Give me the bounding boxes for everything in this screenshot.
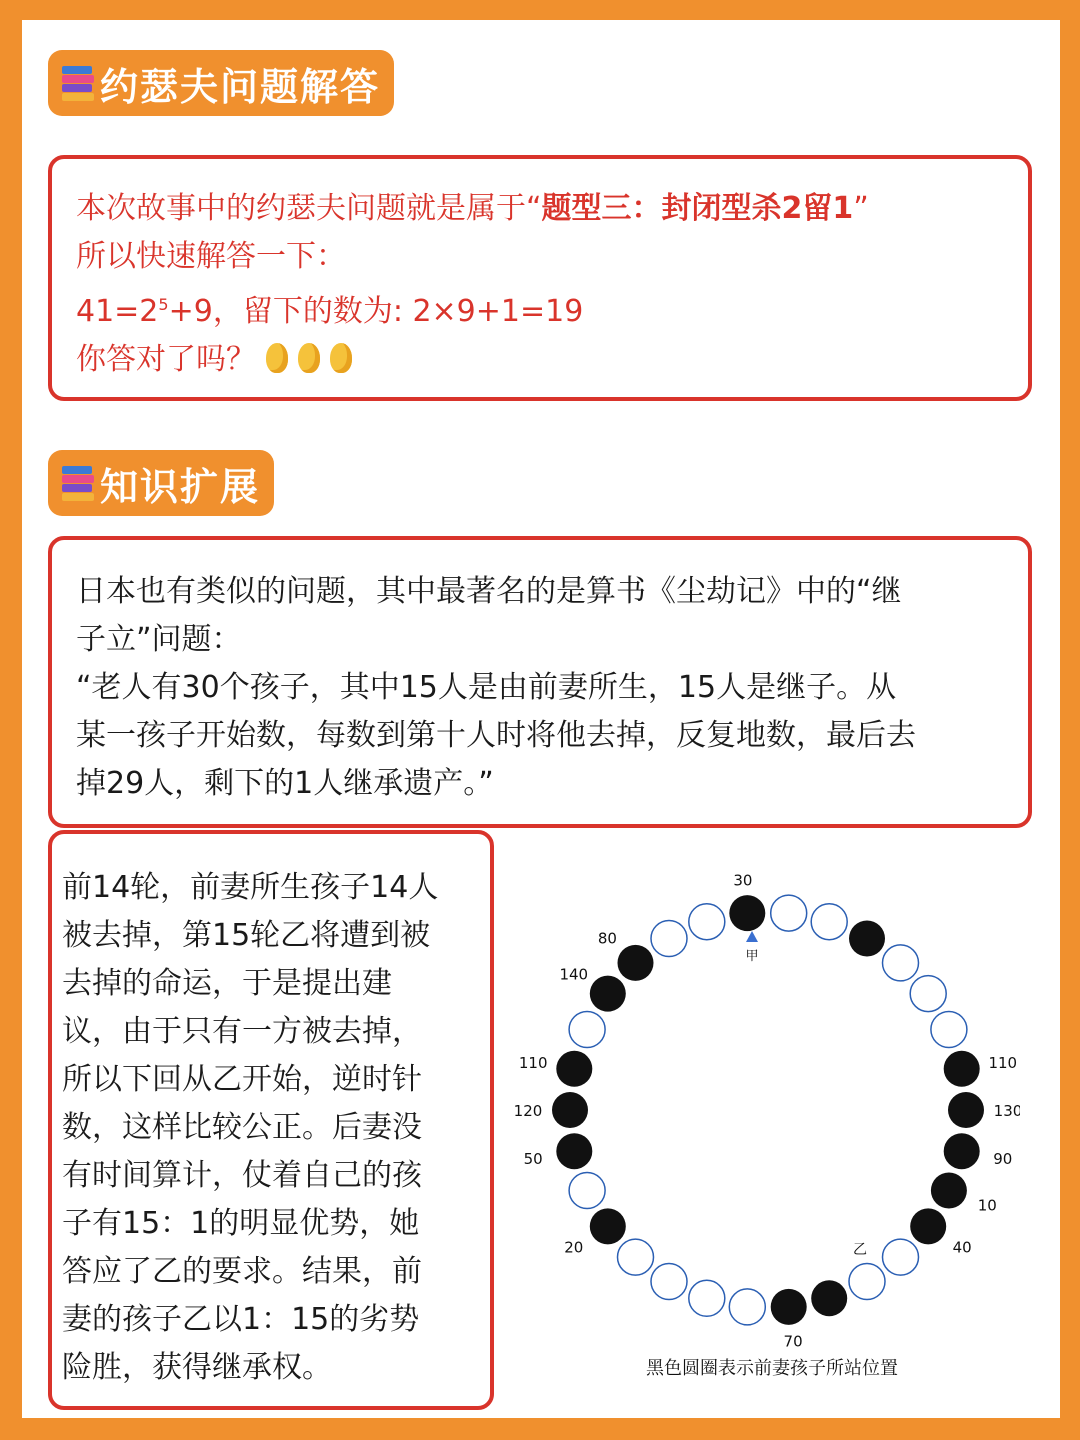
story-line: 答应了乙的要求。结果，前 bbox=[62, 1254, 422, 1289]
child-circle-white bbox=[618, 1239, 654, 1275]
child-circle-black bbox=[556, 1051, 592, 1087]
answer-type-highlight: 题型三：封闭型杀2留1 bbox=[541, 191, 854, 226]
child-circle-white bbox=[651, 1264, 687, 1300]
ear-icon bbox=[266, 343, 288, 373]
answer-formula-a: 41=2 bbox=[76, 294, 159, 329]
section-tag-answer bbox=[48, 50, 394, 116]
knowledge-text bbox=[76, 568, 916, 808]
answer-box bbox=[48, 155, 1032, 401]
story-line: 所以下回从乙开始，逆时针 bbox=[62, 1062, 422, 1097]
child-circle-white bbox=[569, 1173, 605, 1209]
story-line: 妻的孩子乙以1：15的劣势 bbox=[62, 1302, 420, 1337]
child-circle-black bbox=[910, 1208, 946, 1244]
story-text bbox=[62, 864, 438, 1392]
answer-line-1-pre: 本次故事中的约瑟夫问题就是属于“ bbox=[76, 191, 542, 226]
story-line: 险胜，获得继承权。 bbox=[62, 1350, 332, 1385]
answer-text bbox=[76, 185, 869, 384]
knowledge-box bbox=[48, 536, 1032, 828]
circle-number-label: 50 bbox=[523, 1150, 543, 1169]
child-circle-white bbox=[931, 1012, 967, 1048]
diagram-caption: 黑色圆圈表示前妻孩子所站位置 bbox=[646, 1358, 898, 1379]
knowledge-line: 掉29人，剩下的1人继承遗产。” bbox=[76, 766, 494, 801]
circle-number-label: 140 bbox=[559, 965, 589, 984]
story-line: 前14轮，前妻所生孩子14人 bbox=[62, 870, 439, 905]
child-circle-black bbox=[590, 976, 626, 1012]
child-circle-white bbox=[689, 904, 725, 940]
circle-number-label: 110 bbox=[518, 1053, 548, 1072]
answer-line-1-post: ” bbox=[853, 191, 869, 226]
circle-number-label: 70 bbox=[783, 1332, 803, 1351]
child-circle-black bbox=[556, 1133, 592, 1169]
child-circle-white bbox=[883, 1239, 919, 1275]
story-line: 数，这样比较公正。后妻没 bbox=[62, 1110, 422, 1145]
answer-question: 你答对了吗？ bbox=[76, 342, 256, 377]
story-line: 子有15：1的明显优势，她 bbox=[62, 1206, 420, 1241]
section-title: 约瑟夫问题解答 bbox=[100, 64, 381, 109]
child-circle-white bbox=[849, 1264, 885, 1300]
circle-number-label: 40 bbox=[952, 1238, 972, 1257]
circle-number-label: 10 bbox=[977, 1196, 997, 1215]
circle-number-label: 120 bbox=[513, 1102, 543, 1120]
knowledge-line: 某一孩子开始数，每数到第十人时将他去掉，反复地数，最后去 bbox=[76, 718, 916, 753]
story-line: 被去掉，第15轮乙将遭到被 bbox=[62, 918, 431, 953]
ear-icon bbox=[330, 343, 352, 373]
child-circle-black bbox=[552, 1092, 588, 1128]
circle-diagram bbox=[500, 860, 1020, 1400]
child-circle-white bbox=[910, 976, 946, 1012]
child-circle-white bbox=[729, 1289, 765, 1325]
child-circle-black bbox=[590, 1208, 626, 1244]
story-box bbox=[48, 830, 494, 1410]
child-circle-black bbox=[948, 1092, 984, 1128]
child-circle-black bbox=[944, 1051, 980, 1087]
section-title: 知识扩展 bbox=[100, 464, 261, 509]
child-circle-white bbox=[883, 945, 919, 981]
child-circle-black bbox=[811, 1280, 847, 1316]
child-circle-black bbox=[849, 921, 885, 957]
answer-line-1 bbox=[76, 185, 869, 233]
books-icon bbox=[60, 64, 96, 102]
knowledge-line: 子立”问题： bbox=[76, 622, 242, 657]
knowledge-line: 日本也有类似的问题，其中最著名的是算书《尘劫记》中的“继 bbox=[76, 574, 902, 609]
jia-arrow-icon bbox=[746, 931, 758, 942]
child-circle-black bbox=[944, 1133, 980, 1169]
books-icon bbox=[60, 464, 96, 502]
story-line: 去掉的命运，于是提出建 bbox=[62, 966, 392, 1001]
child-circle-white bbox=[569, 1012, 605, 1048]
child-circle-white bbox=[651, 921, 687, 957]
circle-number-label: 130 bbox=[993, 1102, 1020, 1120]
child-circle-black bbox=[729, 895, 765, 931]
child-circle-black bbox=[771, 1289, 807, 1325]
answer-formula-b: +9，留下的数为: 2×9+1=19 bbox=[168, 294, 584, 329]
answer-line-3 bbox=[76, 281, 869, 336]
yi-marker: 乙 bbox=[853, 1242, 867, 1258]
child-circle-black bbox=[931, 1173, 967, 1209]
child-circle-white bbox=[689, 1280, 725, 1316]
child-circle-white bbox=[811, 904, 847, 940]
child-circle-white bbox=[771, 895, 807, 931]
knowledge-line: “老人有30个孩子，其中15人是由前妻所生，15人是继子。从 bbox=[76, 670, 897, 705]
story-line: 有时间算计，仗着自己的孩 bbox=[62, 1158, 422, 1193]
ear-icon bbox=[298, 343, 320, 373]
answer-line-4 bbox=[76, 336, 869, 384]
circle-number-label: 90 bbox=[993, 1150, 1013, 1169]
circle-number-label: 80 bbox=[597, 929, 617, 948]
circle-diagram-svg bbox=[500, 860, 1020, 1400]
circle-number-label: 110 bbox=[988, 1053, 1018, 1072]
jia-marker: 甲 bbox=[745, 949, 759, 964]
circle-number-label: 30 bbox=[733, 871, 753, 890]
circle-number-label: 20 bbox=[564, 1238, 584, 1257]
answer-exponent: 5 bbox=[158, 295, 169, 314]
child-circle-black bbox=[618, 945, 654, 981]
answer-line-2: 所以快速解答一下： bbox=[76, 239, 346, 274]
story-line: 议，由于只有一方被去掉， bbox=[62, 1014, 422, 1049]
section-tag-knowledge bbox=[48, 450, 274, 516]
